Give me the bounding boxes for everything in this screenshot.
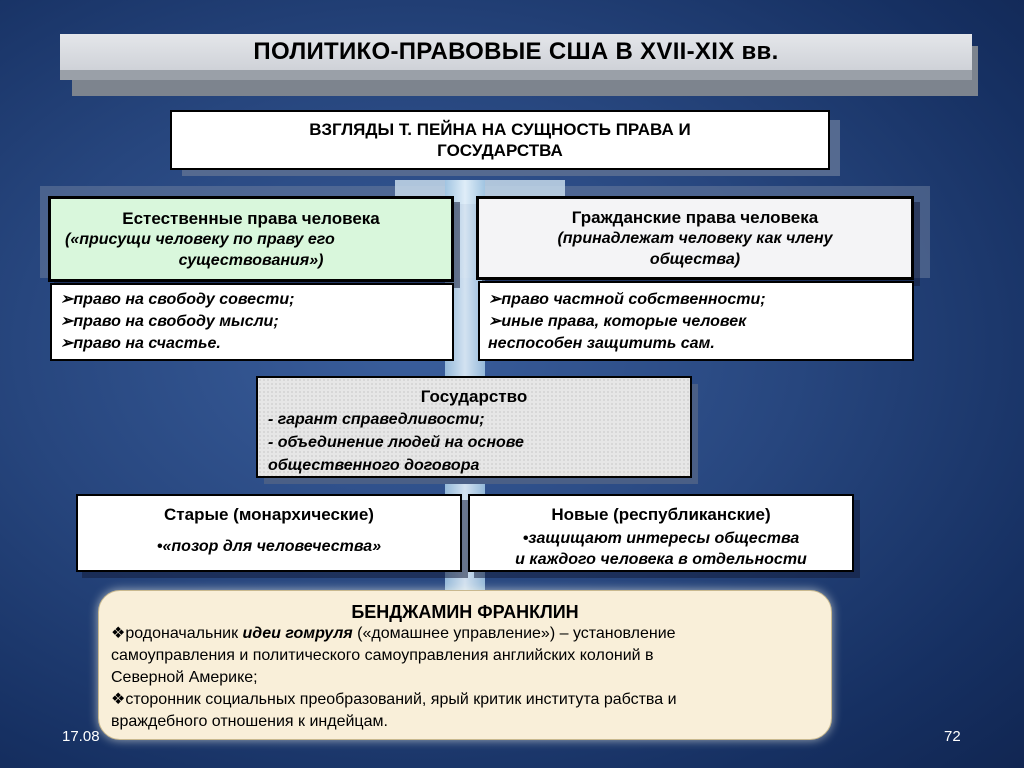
civil-rights-heading: Гражданские права человека bbox=[571, 207, 819, 227]
old-states-heading: Старые (монархические) bbox=[164, 505, 374, 524]
franklin-point-1: ❖родоначальник идеи гомруля («домашнее управление») – установление bbox=[111, 625, 676, 642]
franklin-point-2-cont: враждебного отношения к индейцам. bbox=[111, 713, 388, 730]
old-states-box bbox=[76, 494, 462, 572]
list-item: ➢право частной собственности; bbox=[488, 291, 766, 308]
natural-rights-box bbox=[48, 196, 454, 282]
natural-rights-heading: Естественные права человека bbox=[122, 208, 380, 228]
natural-rights-list bbox=[50, 283, 454, 361]
old-states-text: •«позор для человечества» bbox=[156, 538, 382, 555]
franklin-point-1-cont: самоуправления и политического самоуправления английских колоний в bbox=[111, 647, 654, 664]
new-states-line2: и каждого человека в отдельности bbox=[515, 551, 807, 568]
franklin-box bbox=[98, 590, 832, 740]
natural-rights-sub2: существования») bbox=[178, 251, 324, 269]
franklin-point-2: ❖сторонник социальных преобразований, ярый критик института рабства и bbox=[111, 691, 677, 708]
new-states-box bbox=[468, 494, 854, 572]
list-item: ➢право на свободу совести; bbox=[60, 291, 295, 308]
list-item: ➢право на счастье. bbox=[60, 335, 221, 352]
state-line1: - гарант справедливости; bbox=[268, 411, 485, 428]
civil-rights-list bbox=[478, 281, 914, 361]
new-states-line1: •защищают интересы общества bbox=[522, 530, 800, 547]
franklin-point-1-cont: Северной Америке; bbox=[111, 669, 258, 686]
state-heading: Государство bbox=[420, 387, 528, 406]
slide-date: 17.08 bbox=[62, 728, 100, 745]
list-item: ➢право на свободу мысли; bbox=[60, 313, 279, 330]
natural-rights-sub1: («присущи человеку по праву его bbox=[65, 230, 335, 248]
slide-number: 72 bbox=[944, 728, 961, 745]
state-box bbox=[256, 376, 692, 478]
paine-views-line2: ГОСУДАРСТВА bbox=[437, 141, 563, 160]
paine-views-line1: ВЗГЛЯДЫ Т. ПЕЙНА НА СУЩНОСТЬ ПРАВА И bbox=[309, 120, 691, 139]
list-item: неспособен защитить сам. bbox=[488, 335, 715, 352]
paine-views-box bbox=[170, 110, 830, 170]
civil-rights-sub2: общества) bbox=[649, 250, 741, 268]
new-states-heading: Новые (республиканские) bbox=[551, 505, 771, 524]
franklin-heading: БЕНДЖАМИН ФРАНКЛИН bbox=[351, 602, 579, 622]
civil-rights-box bbox=[476, 196, 914, 280]
civil-rights-sub1: (принадлежат человеку как члену bbox=[557, 229, 833, 247]
diamond-bullet-icon: ❖ bbox=[111, 625, 126, 642]
state-line2: - объединение людей на основе bbox=[268, 434, 524, 451]
state-line3: общественного договора bbox=[268, 457, 480, 474]
list-item: ➢иные права, которые человек bbox=[488, 313, 747, 330]
diamond-bullet-icon: ❖ bbox=[111, 691, 126, 708]
slide-title: ПОЛИТИКО-ПРАВОВЫЕ США В XVII-XIX вв. bbox=[60, 34, 972, 80]
